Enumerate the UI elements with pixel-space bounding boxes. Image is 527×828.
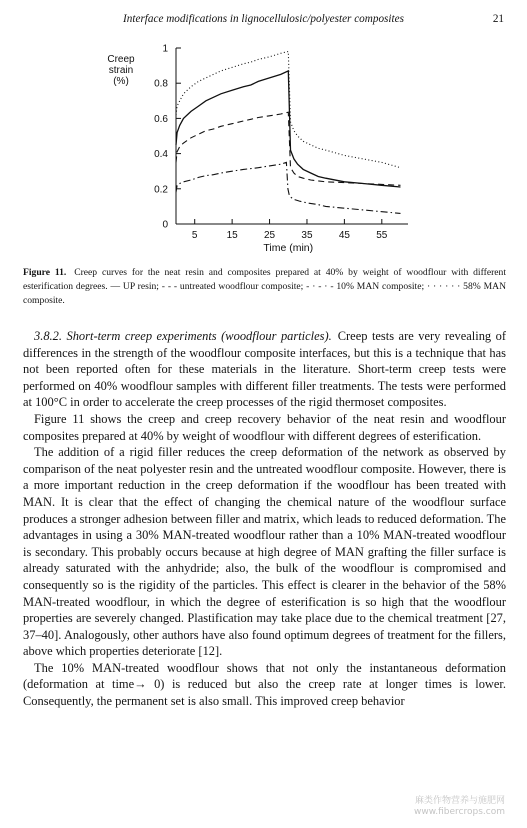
paragraph-3: The addition of a rigid filler reduces the creep deformation of the network as observed by comparison of the neat polyester resin and the untreated woodflour composite. However, there is a more important reduction in the creep deformation if the woodflour has been treated with MAN. It is clear that the effect of changing the chemical nature of the woodflour surface produces a stronger adhesion between filler and matrix, which leads to reduced deformation. The advantages in using a 30% MAN-treated woodflour rather than a 10% MAN-treated woodflour is secondary. This probably occurs because at high degree of MAN grafting the filler surface is already saturated with the anhydride; also, the bulk of the woodflour is compromised and consequently so is the rigidity of the particles. This effect is clearer in the behavior of the 58% MAN-treated woodflour, in which the degree of esterification is so high that the woodflour properties are severely changed. Plastification may take place due to the chemical treatment [27, 37–40]. Analogously, other authors have also found optimum degrees of treatment for the fillers, above which properties deteriorate [12]. <box>23 445 506 659</box>
running-header: Interface modifications in lignocellulosic/polyester composites <box>123 13 404 25</box>
paragraph-1-text: Creep tests are very revealing of differences in the strength of the woodflour composite interfaces, but this is a technique that has not been reported often for these materials in the literature. Short-term creep tests were performed on 40% woodflour samples with different filler treatments. The tests were performed at 100°C in order to accelerate the creep processes of the rigid thermoset composites. <box>23 329 506 410</box>
watermark-line-1: 麻类作物营养与施肥网 <box>414 796 505 806</box>
series-dotted-line <box>176 52 401 168</box>
y-tick-label: 0 <box>162 219 168 231</box>
figure-caption-text: Creep curves for the neat resin and composites prepared at 40% by weight of woodflour with different esterification degrees. — UP resin; - - - untreated woodflour composite; - · - · - 10% MAN composite; · · · · · · 58% MAN composite. <box>23 267 506 306</box>
creep-curve-chart <box>90 36 430 262</box>
y-axis-label <box>107 54 135 87</box>
x-tick-label: 35 <box>301 230 313 241</box>
x-tick-label: 55 <box>376 230 388 241</box>
y-axis-label-line: Creep <box>107 54 135 65</box>
y-axis-label-line: strain <box>108 65 134 76</box>
body-text <box>23 328 506 710</box>
y-tick-label: 0.2 <box>154 184 168 196</box>
series-solid-line <box>176 71 401 187</box>
y-tick-label: 0.8 <box>154 78 168 90</box>
y-tick-label: 0.6 <box>154 113 168 125</box>
figure-label: Figure 11. <box>23 267 67 278</box>
figure-caption <box>23 266 506 308</box>
x-tick-label: 25 <box>263 230 276 241</box>
y-tick-label: 0.4 <box>154 149 168 161</box>
x-axis-label: Time (min) <box>263 242 314 254</box>
y-tick-label: 1 <box>162 43 168 55</box>
x-tick-label: 45 <box>338 230 350 241</box>
x-tick-label: 15 <box>226 230 238 241</box>
series-dashed-line <box>176 112 401 185</box>
paragraph-4: The 10% MAN-treated woodflour shows that not only the instantaneous deformation (deformation at time→ 0) is reduced but also the creep rate at longer times is lower. Consequently, the permanent set is also small. This improved creep behavior <box>23 660 506 709</box>
section-heading: 3.8.2. Short-term creep experiments (woodflour particles). <box>34 329 332 343</box>
series-dash-dot-line <box>176 162 401 213</box>
page-number: 21 <box>492 13 504 25</box>
watermark <box>414 796 505 818</box>
x-tick-label: 5 <box>191 230 198 241</box>
paragraph-1 <box>23 328 506 411</box>
paragraph-2: Figure 11 shows the creep and creep recovery behavior of the neat resin and woodflour composites prepared at 40% by weight of woodflour with different degrees of esterification. <box>23 411 506 443</box>
watermark-line-2: www.fibercrops.com <box>414 807 505 817</box>
y-axis-label-line: (%) <box>113 76 129 87</box>
